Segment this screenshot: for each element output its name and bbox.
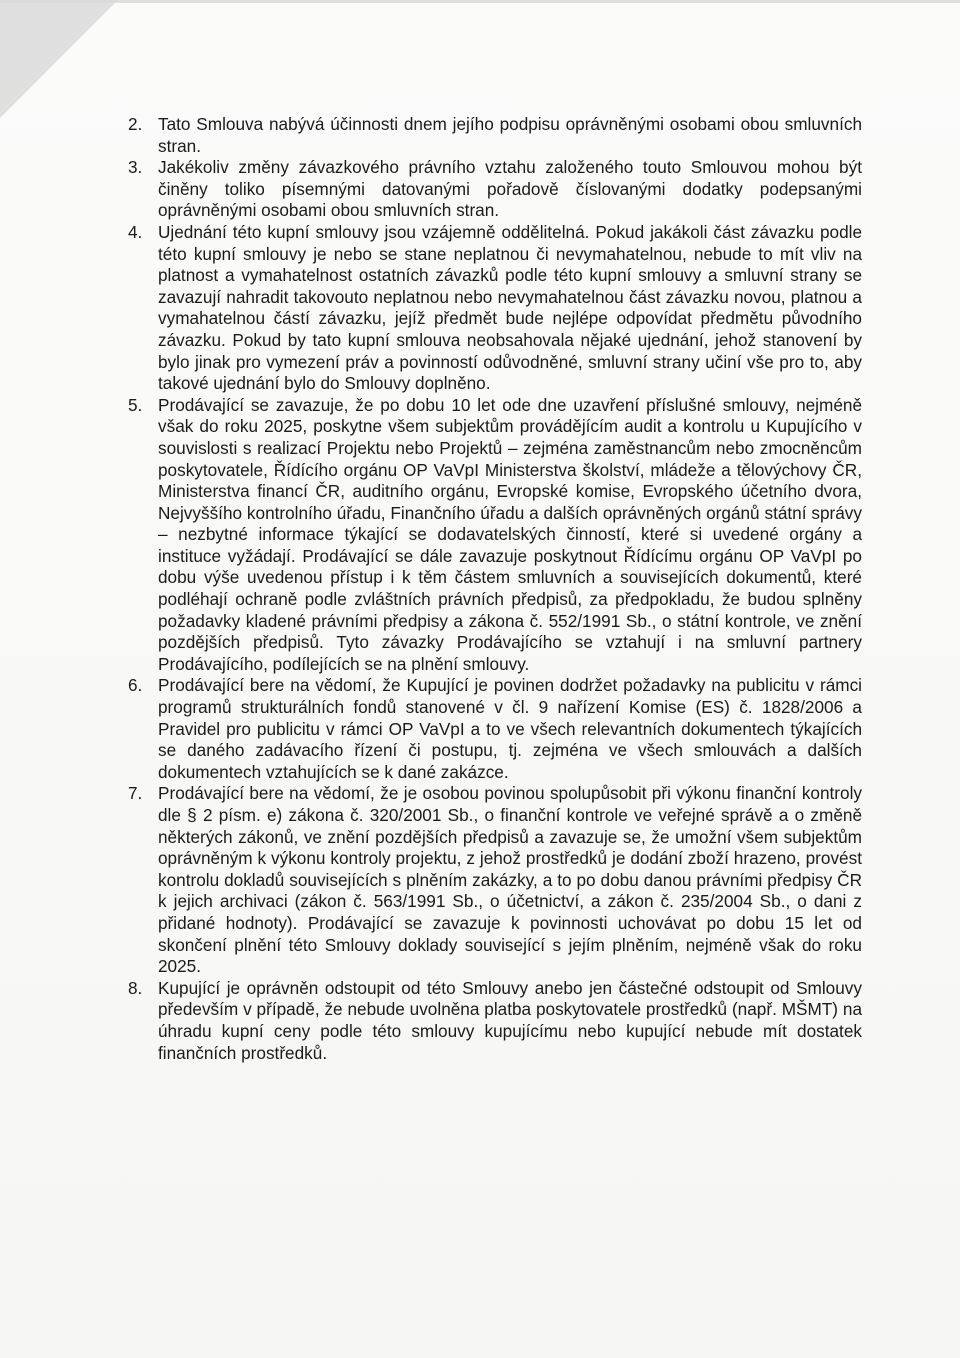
clause-3: [128, 157, 862, 222]
clause-text: Tato Smlouva nabývá účinnosti dnem jejího podpisu oprávněnými osobami obou smluvních stran.: [158, 114, 862, 156]
clause-7: [128, 783, 862, 977]
clause-4: [128, 222, 862, 395]
clause-5: [128, 395, 862, 676]
clause-number: 7.: [128, 783, 143, 804]
clause-text: Prodávající bere na vědomí, že je osobou povinou spolupůsobit při výkonu finanční kontroly dle § 2 písm. e) zákona č. 320/2001 Sb., o finanční kontrole ve veřejné správě a o změně některých zákonů, ve znění pozdějších předpisů a zavazuje se, že umožní všem subjektům oprávněným k výkonu kontroly projektu, z jehož prostředků je dodání zboží hrazeno, provést kontrolu dokladů souvisejících s plněním zakázky, a to po dobu danou právními předpisy ČR k jejich archivaci (zákon č. 563/1991 Sb., o účetnictví, a zákon č. 235/2004 Sb., o dani z přidané hodnoty). Prodávající se zavazuje k povinnosti uchovávat po dobu 15 let od skončení plnění této Smlouvy doklady související s jejím plněním, nejméně však do roku 2025.: [158, 783, 862, 977]
page-corner-fold: [0, 0, 118, 118]
clause-6: [128, 675, 862, 783]
clause-number: 8.: [128, 977, 143, 998]
clause-number: 4.: [128, 221, 143, 242]
clause-text: Jakékoliv změny závazkového právního vztahu založeného touto Smlouvou mohou být činěny toliko písemnými datovanými pořadově číslovanými dodatky podepsanými oprávněnými osobami obou smluvních stran.: [158, 157, 862, 221]
page-top-edge: [0, 0, 960, 3]
clause-2: [128, 114, 862, 157]
clause-number: 2.: [128, 114, 143, 134]
clause-text: Prodávající se zavazuje, že po dobu 10 let ode dne uzavření příslušné smlouvy, nejméně však do roku 2025, poskytne všem subjektům provádějícím audit a kontrolu u Kupujícího v souvislosti s realizací Projektu nebo Projektů – zejména zaměstnancům nebo zmocněncům poskytovatele, Řídícího orgánu OP VaVpI Ministerstva školství, mládeže a tělovýchovy ČR, Ministerstva financí ČR, auditního orgánu, Evropské komise, Evropského účetního dvora, Nejvyššího kontrolního úřadu, Finančního úřadu a dalších oprávněných orgánů státní správy – nezbytné informace týkající se dodavatelských činností, které si uvedené orgány a instituce vyžádají. Prodávající se dále zavazuje poskytnout Řídícímu orgánu OP VaVpI po dobu výše uvedenou přístup i k těm částem smluvních a souvisejících dokumentů, které podléhají ochraně podle zvláštních právních předpisů, za předpokladu, že budou splněny požadavky kladené právními předpisy a zákona č. 552/1991 Sb., o státní kontrole, ve znění pozdějších předpisů. Tyto závazky Prodávajícího se vztahují i na smluvní partnery Prodávajícího, podílejících se na plnění smlouvy.: [158, 394, 862, 674]
clause-number: 3.: [128, 157, 143, 178]
clause-number: 6.: [128, 675, 143, 696]
clause-text: Prodávající bere na vědomí, že Kupující je povinen dodržet požadavky na publicitu v rámci programů strukturálních fondů stanovené v čl. 9 nařízení Komise (ES) č. 1828/2006 a Pravidel pro publicitu v rámci OP VaVpI a to ve všech relevantních dokumentech týkajících se daného zadávacího řízení či postupu, tj. zejména ve všech smlouvách a dalších dokumentech vztahujících se k dané zakázce.: [158, 675, 862, 782]
contract-text: [128, 114, 862, 1064]
clause-number: 5.: [128, 394, 143, 415]
clause-text: Kupující je oprávněn odstoupit od této Smlouvy anebo jen částečné odstoupit od Smlouvy především v případě, že nebude uvolněna platba poskytovatele prostředků (např. MŠMT) na úhradu kupní ceny podle této smlouvy kupujícímu nebo kupující nebude mít dostatek finančních prostředků.: [158, 977, 862, 1063]
clause-text: Ujednání této kupní smlouvy jsou vzájemně oddělitelná. Pokud jakákoli část závazku podle této kupní smlouvy je nebo se stane neplatnou či nevymahatelnou, nebude to mít vliv na platnost a vymahatelnost ostatních závazků podle této kupní smlouvy a smluvní strany se zavazují nahradit takovouto neplatnou nebo nevymahatelnou část závazku novou, platnou a vymahatelnou částí závazku, jejíž předmět bude nejlépe odpovídat předmětu původního závazku. Pokud by tato kupní smlouva neobsahovala nějaké ujednání, jehož stanovení by bylo jinak pro vymezení práv a povinností odůvodněné, smluvní strany učiní vše pro to, aby takové ujednání bylo do Smlouvy doplněno.: [158, 221, 862, 394]
clause-8: [128, 978, 862, 1064]
